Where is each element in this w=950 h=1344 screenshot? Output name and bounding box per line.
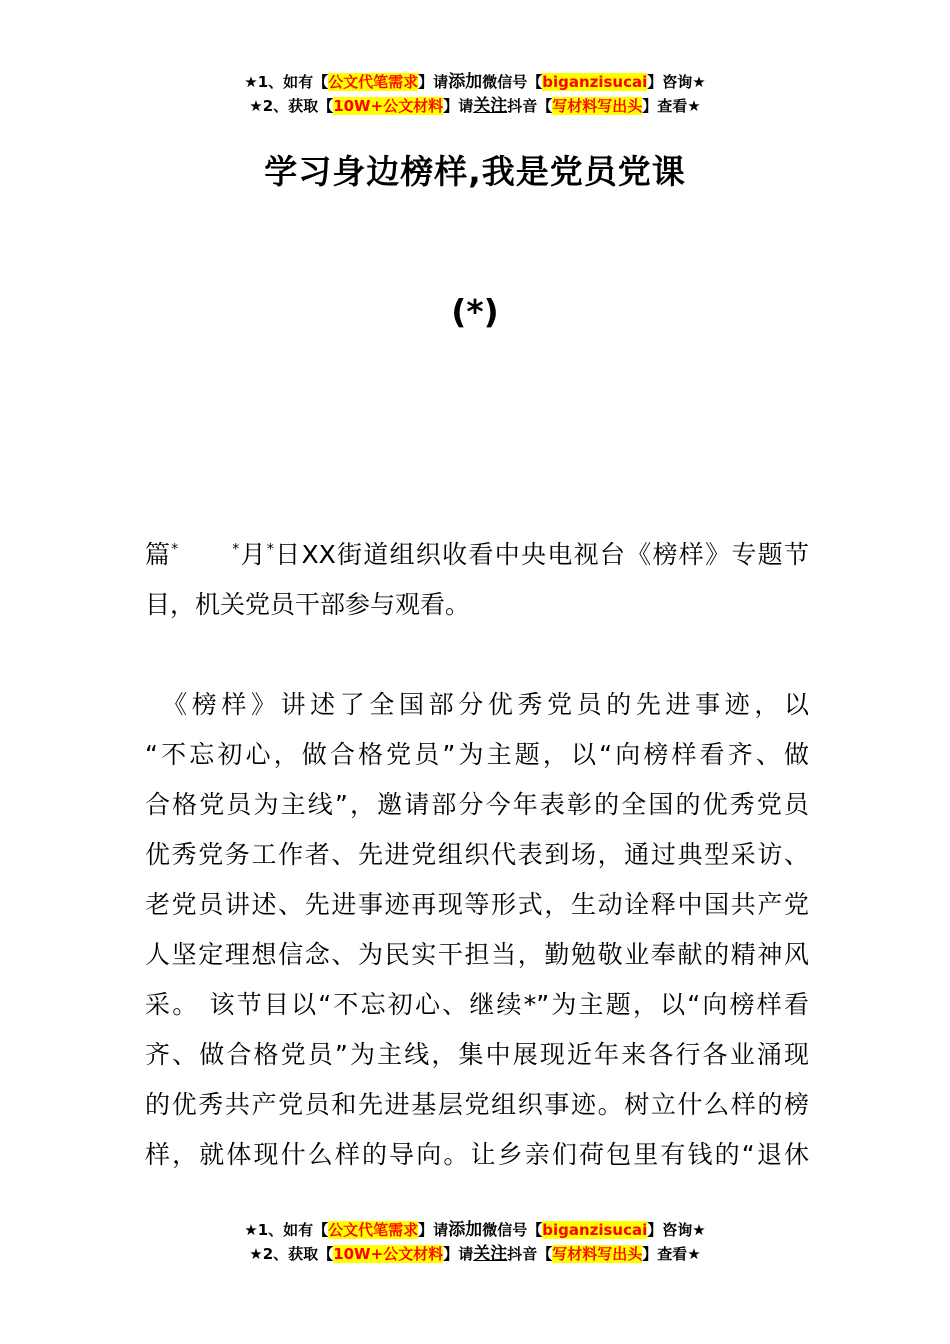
- paragraph-line: 老党员讲述、先进事迹再现等形式，生动诠释中国共产党: [145, 890, 809, 919]
- banner-text: 微信号【: [482, 73, 543, 91]
- text: 日XX街道组织收看中央电视台《榜样》专题节: [273, 540, 809, 569]
- banner-text: 】咨询★: [647, 1221, 706, 1239]
- document-title: 学习身边榜样,我是党员党课: [264, 152, 686, 191]
- banner-emphasis: 关注: [473, 96, 508, 116]
- banner-highlight: 公文代笔需求: [328, 73, 419, 91]
- banner-text: ★1、如有【: [244, 1221, 329, 1239]
- banner-highlight: 10W+公文材料: [333, 97, 444, 115]
- footer-banner: [0, 1218, 950, 1266]
- paragraph-1: [145, 530, 809, 630]
- banner-text: ★2、获取【: [249, 1245, 334, 1263]
- paragraph-line: 样，就体现什么样的导向。让乡亲们荷包里有钱的“退休: [145, 1140, 809, 1169]
- banner-text: 】请: [418, 1221, 449, 1239]
- paragraph-line: 目，机关党员干部参与观看。: [145, 590, 471, 619]
- paragraph-line: “不忘初心，做合格党员”为主题，以“向榜样看齐、做: [145, 740, 809, 769]
- banner-text: 】请: [443, 97, 474, 115]
- placeholder-mark: *: [171, 541, 179, 558]
- text: 篇: [145, 540, 172, 569]
- banner-line-1: [0, 70, 950, 94]
- banner-text: 微信号【: [482, 1221, 543, 1239]
- paragraph-line: 的优秀共产党员和先进基层党组织事迹。树立什么样的榜: [145, 1090, 809, 1119]
- paragraph-line: 《榜样》讲述了全国部分优秀党员的先进事迹，以: [145, 690, 809, 719]
- banner-text: 】查看★: [642, 1245, 701, 1263]
- banner-emphasis: 添加: [448, 1220, 483, 1240]
- document-subtitle: (*): [451, 292, 499, 331]
- paragraph-line: 人坚定理想信念、为民实干担当，勤勉敬业奉献的精神风: [145, 940, 809, 969]
- banner-highlight: 公文代笔需求: [328, 1221, 419, 1239]
- text: 月: [239, 540, 267, 569]
- paragraph-line: 采。 该节目以“不忘初心、继续*”为主题，以“向榜样看: [145, 990, 809, 1019]
- banner-text: 】请: [443, 1245, 474, 1263]
- paragraph-line: 优秀党务工作者、先进党组织代表到场，通过典型采访、: [145, 840, 809, 869]
- banner-highlight: 10W+公文材料: [333, 1245, 444, 1263]
- banner-highlight: biganzisucai: [542, 73, 648, 91]
- paragraph-line: 合格党员为主线”，邀请部分今年表彰的全国的优秀党员: [145, 790, 809, 819]
- banner-highlight: 写材料写出头: [552, 97, 643, 115]
- banner-highlight: biganzisucai: [542, 1221, 648, 1239]
- placeholder-mark: *: [266, 541, 274, 558]
- paragraph-line: 齐、做合格党员”为主线，集中展现近年来各行各业涌现: [145, 1040, 809, 1069]
- banner-text: ★1、如有【: [244, 73, 329, 91]
- banner-emphasis: 关注: [473, 1244, 508, 1264]
- banner-text: 抖音【: [507, 1245, 553, 1263]
- banner-emphasis: 添加: [448, 72, 483, 92]
- header-banner: [0, 70, 950, 118]
- banner-text: ★2、获取【: [249, 97, 334, 115]
- paragraph-line: [145, 530, 809, 580]
- banner-line-1: [0, 1218, 950, 1242]
- banner-line-2: [0, 94, 950, 118]
- banner-text: 】查看★: [642, 97, 701, 115]
- banner-text: 】请: [418, 73, 449, 91]
- banner-text: 】咨询★: [647, 73, 706, 91]
- banner-line-2: [0, 1242, 950, 1266]
- paragraph-2: [145, 680, 809, 1180]
- placeholder-mark: *: [232, 541, 240, 558]
- banner-text: 抖音【: [507, 97, 553, 115]
- banner-highlight: 写材料写出头: [552, 1245, 643, 1263]
